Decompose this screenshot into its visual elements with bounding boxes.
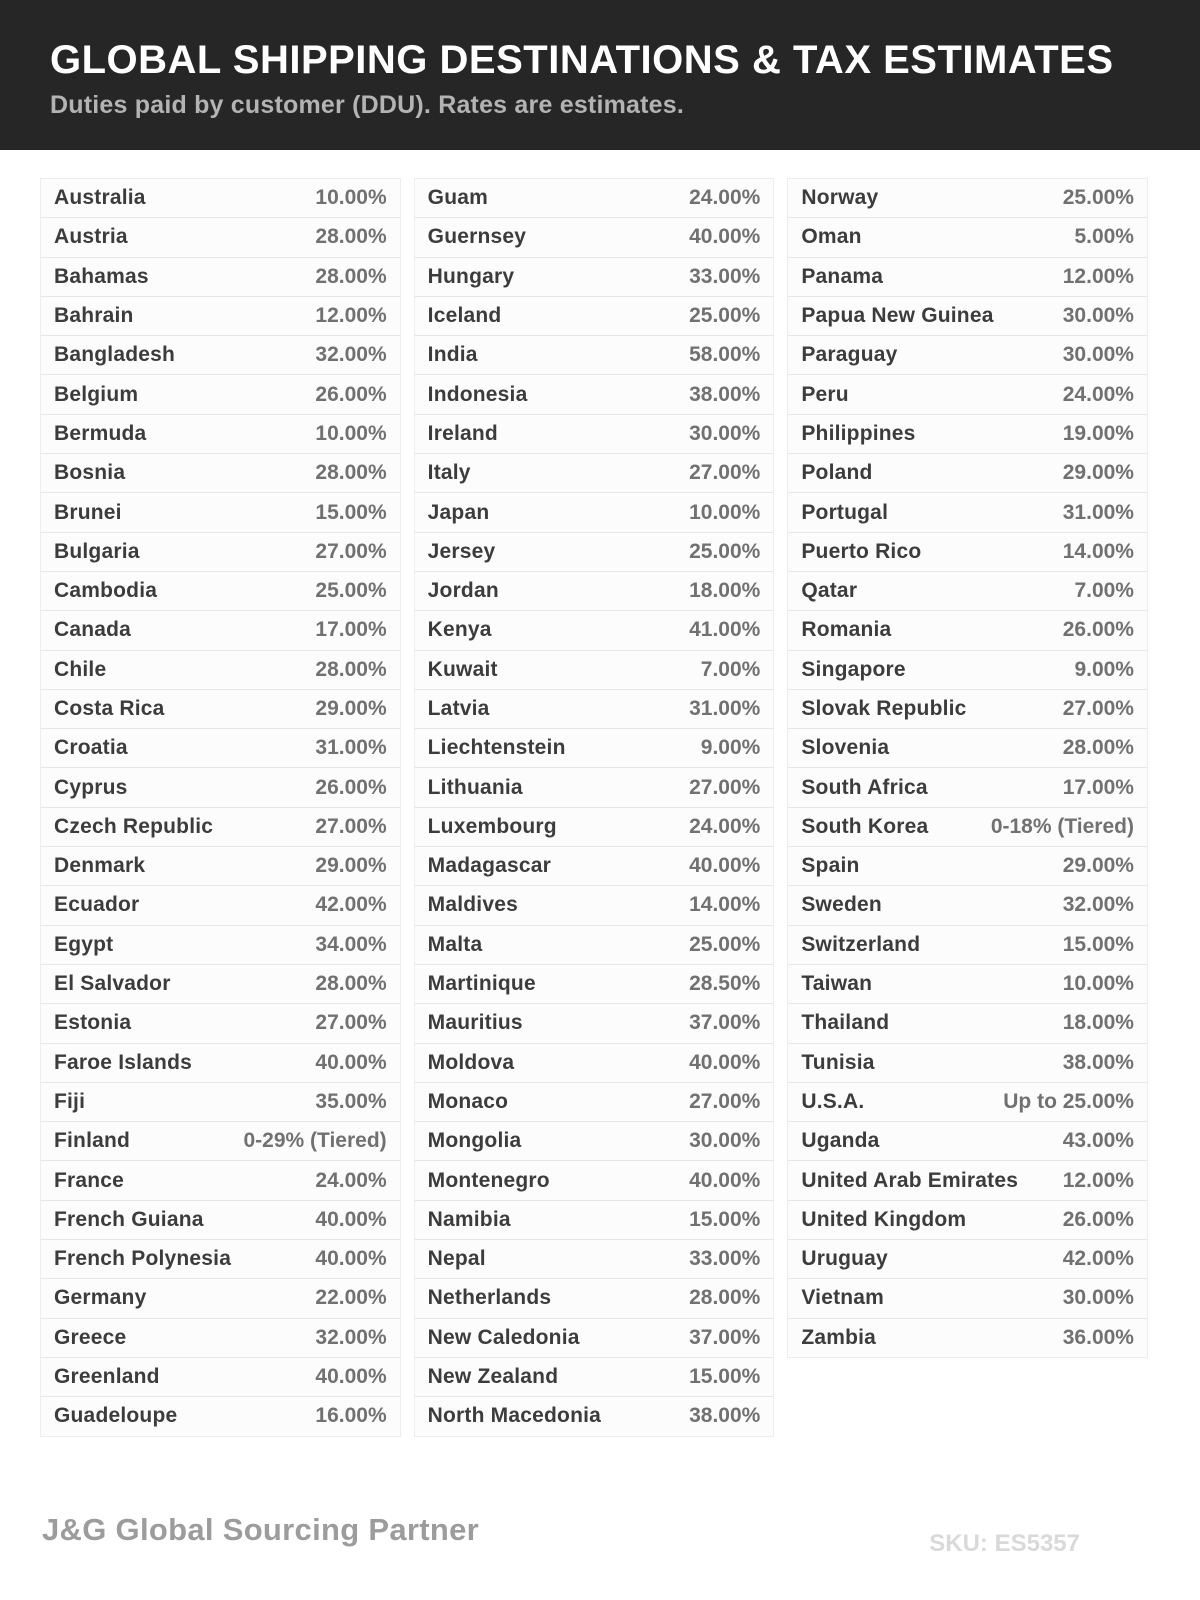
table-row — [41, 1201, 400, 1240]
rate-value: 10.00% — [689, 500, 761, 524]
country-name: French Polynesia — [54, 1247, 232, 1271]
table-row — [415, 729, 774, 768]
rate-value: 40.00% — [689, 1168, 761, 1192]
table-row — [415, 218, 774, 257]
rate-value: 40.00% — [689, 225, 761, 249]
country-name: Bangladesh — [54, 343, 176, 367]
rate-value: 28.00% — [689, 1286, 761, 1310]
table-row — [788, 768, 1147, 807]
table-row — [415, 926, 774, 965]
rate-value: 30.00% — [1062, 1286, 1134, 1310]
rate-value: 15.00% — [689, 1365, 761, 1389]
country-name: French Guiana — [54, 1207, 204, 1231]
country-name: Netherlands — [427, 1286, 552, 1310]
rate-value: 18.00% — [1062, 1011, 1134, 1035]
rate-value: 29.00% — [1062, 461, 1134, 485]
rate-value: 24.00% — [689, 186, 761, 210]
rate-value: 0-18% (Tiered) — [990, 814, 1134, 838]
rate-value: 14.00% — [689, 893, 761, 917]
table-row — [41, 1240, 400, 1279]
table-row — [788, 533, 1147, 572]
country-name: New Zealand — [427, 1365, 559, 1389]
table-row — [41, 1358, 400, 1397]
country-name: Montenegro — [427, 1168, 550, 1192]
table-row — [41, 926, 400, 965]
country-name: United Kingdom — [801, 1207, 967, 1231]
table-row — [41, 965, 400, 1004]
country-name: Greenland — [54, 1365, 160, 1389]
table-row — [415, 1279, 774, 1318]
country-name: Latvia — [427, 697, 490, 720]
table-row — [41, 454, 400, 493]
table-row — [788, 729, 1147, 768]
rate-value: 31.00% — [315, 736, 387, 760]
table-row — [415, 1319, 774, 1358]
rate-value: 25.00% — [689, 539, 761, 563]
table-row — [41, 847, 400, 886]
table-row — [788, 375, 1147, 414]
table-row — [41, 651, 400, 690]
country-name: Ecuador — [54, 893, 140, 917]
table-row — [788, 179, 1147, 218]
country-name: Egypt — [54, 932, 114, 956]
table-row — [415, 651, 774, 690]
country-name: Uruguay — [801, 1247, 888, 1271]
table-row — [41, 1319, 400, 1358]
table-row — [415, 336, 774, 375]
table-row — [41, 1161, 400, 1200]
country-name: Singapore — [801, 657, 906, 681]
rate-value: 9.00% — [700, 736, 761, 760]
table-row — [41, 808, 400, 847]
table-row — [41, 729, 400, 768]
rate-value: 32.00% — [315, 1325, 387, 1349]
country-name: Uganda — [801, 1129, 880, 1153]
table-row — [415, 1083, 774, 1122]
rate-column-1 — [40, 178, 401, 1437]
country-name: Liechtenstein — [427, 736, 566, 760]
table-row — [788, 572, 1147, 611]
table-row — [788, 690, 1147, 729]
table-row — [41, 1397, 400, 1435]
country-name: Bosnia — [54, 461, 126, 485]
rate-value: 18.00% — [689, 579, 761, 603]
table-row — [415, 1122, 774, 1161]
rate-value: 36.00% — [1062, 1325, 1134, 1349]
table-row — [41, 1044, 400, 1083]
table-row — [41, 1122, 400, 1161]
table-row — [788, 1083, 1147, 1122]
rate-value: 7.00% — [700, 657, 761, 681]
rate-value: 32.00% — [1062, 893, 1134, 917]
table-row — [788, 1279, 1147, 1318]
country-name: Namibia — [427, 1207, 511, 1231]
country-name: Italy — [427, 461, 471, 485]
rate-value: 5.00% — [1074, 225, 1134, 249]
country-name: Bahrain — [54, 304, 134, 328]
rate-value: 27.00% — [689, 1089, 761, 1113]
rate-value: 41.00% — [689, 618, 761, 642]
rate-value: 26.00% — [1062, 618, 1134, 642]
country-name: Bermuda — [54, 421, 147, 445]
rate-value: 24.00% — [315, 1168, 387, 1192]
rate-value: 38.00% — [689, 382, 761, 406]
rate-value: 28.00% — [315, 264, 387, 288]
table-row — [41, 572, 400, 611]
rate-value: Up to 25.00% — [1003, 1089, 1134, 1113]
rate-value: 32.00% — [315, 343, 387, 367]
sku-label: SKU: ES5357 — [929, 1530, 1080, 1557]
table-row — [415, 886, 774, 925]
country-name: Guadeloupe — [54, 1404, 178, 1428]
country-name: France — [54, 1168, 125, 1192]
table-row — [41, 218, 400, 257]
rate-value: 28.00% — [315, 657, 387, 681]
table-row — [788, 1004, 1147, 1043]
table-row — [41, 768, 400, 807]
rate-value: 17.00% — [1062, 775, 1134, 799]
country-name: Romania — [801, 618, 892, 642]
country-name: Poland — [801, 461, 873, 485]
table-row — [415, 1240, 774, 1279]
country-name: Costa Rica — [54, 697, 165, 720]
country-name: Denmark — [54, 854, 146, 878]
country-name: Ireland — [427, 421, 498, 445]
table-row — [415, 847, 774, 886]
rate-value: 29.00% — [1062, 854, 1134, 878]
country-name: Greece — [54, 1325, 127, 1349]
page-subtitle: Duties paid by customer (DDU). Rates are estimates. — [50, 91, 685, 119]
rate-value: 12.00% — [1062, 264, 1134, 288]
country-name: Maldives — [427, 893, 518, 917]
table-row — [415, 179, 774, 218]
rate-value: 27.00% — [689, 775, 761, 799]
table-row — [41, 336, 400, 375]
table-row — [788, 1044, 1147, 1083]
rate-value: 27.00% — [1062, 697, 1134, 720]
rate-value: 30.00% — [1062, 304, 1134, 328]
rate-value: 9.00% — [1074, 657, 1134, 681]
rate-value: 28.00% — [315, 461, 387, 485]
table-row — [41, 1083, 400, 1122]
country-name: Paraguay — [801, 343, 898, 367]
country-name: Panama — [801, 264, 884, 288]
rate-value: 12.00% — [1062, 1168, 1134, 1192]
header — [0, 0, 1200, 150]
table-row — [415, 493, 774, 532]
table-row — [41, 258, 400, 297]
country-name: Austria — [54, 225, 128, 249]
table-row — [415, 1004, 774, 1043]
table-row — [788, 415, 1147, 454]
table-row — [415, 1358, 774, 1397]
rate-value: 42.00% — [315, 893, 387, 917]
rate-value: 30.00% — [689, 421, 761, 445]
country-name: Moldova — [427, 1050, 515, 1074]
country-name: Guam — [427, 186, 488, 210]
table-row — [788, 651, 1147, 690]
table-row — [415, 297, 774, 336]
country-name: Puerto Rico — [801, 539, 922, 563]
table-row — [788, 336, 1147, 375]
country-name: Belgium — [54, 382, 139, 406]
country-name: Martinique — [427, 972, 536, 996]
country-name: India — [427, 343, 478, 367]
rate-value: 27.00% — [689, 461, 761, 485]
table-row — [415, 768, 774, 807]
rate-value: 28.00% — [315, 225, 387, 249]
country-name: Philippines — [801, 421, 916, 445]
table-row — [415, 690, 774, 729]
country-name: Nepal — [427, 1247, 486, 1271]
country-name: Vietnam — [801, 1286, 885, 1310]
country-name: Croatia — [54, 736, 128, 760]
rate-value: 28.00% — [1062, 736, 1134, 760]
rate-value: 58.00% — [689, 343, 761, 367]
rate-value: 38.00% — [1062, 1050, 1134, 1074]
country-name: U.S.A. — [801, 1089, 865, 1113]
country-name: United Arab Emirates — [801, 1168, 1019, 1192]
rate-value: 43.00% — [1062, 1129, 1134, 1153]
country-name: Indonesia — [427, 382, 528, 406]
rate-value: 25.00% — [315, 579, 387, 603]
table-row — [788, 454, 1147, 493]
rate-value: 24.00% — [1062, 382, 1134, 406]
table-row — [415, 572, 774, 611]
table-row — [415, 415, 774, 454]
table-row — [788, 808, 1147, 847]
rate-value: 37.00% — [689, 1011, 761, 1035]
country-name: Cambodia — [54, 579, 158, 603]
rate-value: 25.00% — [689, 304, 761, 328]
country-name: Qatar — [801, 579, 858, 603]
rate-value: 22.00% — [315, 1286, 387, 1310]
country-name: Lithuania — [427, 775, 523, 799]
table-row — [415, 533, 774, 572]
rate-value: 35.00% — [315, 1089, 387, 1113]
table-row — [788, 847, 1147, 886]
rate-value: 26.00% — [315, 775, 387, 799]
country-name: Malta — [427, 932, 483, 956]
rate-value: 40.00% — [315, 1365, 387, 1389]
country-name: South Korea — [801, 814, 929, 838]
country-name: Cyprus — [54, 775, 128, 799]
table-row — [415, 965, 774, 1004]
rate-value: 16.00% — [315, 1404, 387, 1428]
country-name: Oman — [801, 225, 862, 249]
table-row — [415, 1201, 774, 1240]
rate-value: 15.00% — [689, 1207, 761, 1231]
rate-value: 30.00% — [689, 1129, 761, 1153]
table-row — [415, 611, 774, 650]
table-row — [788, 218, 1147, 257]
country-name: Mongolia — [427, 1129, 522, 1153]
rate-value: 10.00% — [315, 186, 387, 210]
country-name: Czech Republic — [54, 814, 214, 838]
rate-value: 34.00% — [315, 932, 387, 956]
table-row — [41, 297, 400, 336]
table-row — [788, 1319, 1147, 1357]
table-row — [788, 297, 1147, 336]
table-row — [788, 611, 1147, 650]
table-row — [788, 1161, 1147, 1200]
rate-value: 19.00% — [1062, 421, 1134, 445]
table-row — [41, 690, 400, 729]
rate-value: 42.00% — [1062, 1247, 1134, 1271]
table-row — [788, 886, 1147, 925]
country-name: Zambia — [801, 1325, 877, 1349]
table-row — [415, 454, 774, 493]
country-name: Peru — [801, 382, 849, 406]
rate-value: 0-29% (Tiered) — [243, 1129, 387, 1153]
rate-value: 15.00% — [315, 500, 387, 524]
rate-value: 14.00% — [1062, 539, 1134, 563]
rate-value: 40.00% — [315, 1207, 387, 1231]
country-name: Luxembourg — [427, 814, 557, 838]
table-row — [788, 965, 1147, 1004]
rates-table — [40, 178, 1148, 1437]
country-name: Jersey — [427, 539, 496, 563]
table-row — [415, 375, 774, 414]
rate-column-3 — [787, 178, 1148, 1358]
rate-value: 15.00% — [1062, 932, 1134, 956]
rate-value: 7.00% — [1074, 579, 1134, 603]
table-row — [415, 1161, 774, 1200]
country-name: Slovenia — [801, 736, 890, 760]
rate-value: 17.00% — [315, 618, 387, 642]
country-name: Slovak Republic — [801, 697, 967, 720]
country-name: Brunei — [54, 500, 122, 524]
rate-value: 10.00% — [1062, 972, 1134, 996]
country-name: Sweden — [801, 893, 882, 917]
table-row — [41, 886, 400, 925]
table-row — [415, 1397, 774, 1435]
country-name: Chile — [54, 657, 107, 681]
rate-value: 40.00% — [315, 1050, 387, 1074]
rate-value: 31.00% — [1062, 500, 1134, 524]
rate-value: 26.00% — [315, 382, 387, 406]
rate-value: 31.00% — [689, 697, 761, 720]
rate-value: 25.00% — [689, 932, 761, 956]
page-title: GLOBAL SHIPPING DESTINATIONS & TAX ESTIMATES — [50, 38, 1114, 82]
table-row — [788, 1122, 1147, 1161]
country-name: Jordan — [427, 579, 499, 603]
rate-value: 24.00% — [689, 814, 761, 838]
rate-value: 40.00% — [689, 854, 761, 878]
country-name: Kuwait — [427, 657, 498, 681]
rate-value: 38.00% — [689, 1404, 761, 1428]
table-row — [788, 1201, 1147, 1240]
country-name: Tunisia — [801, 1050, 875, 1074]
table-row — [415, 808, 774, 847]
table-row — [41, 1279, 400, 1318]
country-name: Estonia — [54, 1011, 132, 1035]
country-name: Japan — [427, 500, 490, 524]
country-name: Monaco — [427, 1089, 509, 1113]
country-name: Hungary — [427, 264, 515, 288]
country-name: Taiwan — [801, 972, 873, 996]
table-row — [41, 533, 400, 572]
table-row — [788, 926, 1147, 965]
rate-value: 26.00% — [1062, 1207, 1134, 1231]
table-row — [415, 258, 774, 297]
rate-value: 27.00% — [315, 814, 387, 838]
table-row — [788, 258, 1147, 297]
country-name: Thailand — [801, 1011, 890, 1035]
country-name: North Macedonia — [427, 1404, 602, 1428]
country-name: South Africa — [801, 775, 928, 799]
country-name: Bulgaria — [54, 539, 140, 563]
table-row — [415, 1044, 774, 1083]
rate-value: 30.00% — [1062, 343, 1134, 367]
country-name: Norway — [801, 186, 879, 210]
table-row — [41, 179, 400, 218]
table-row — [41, 493, 400, 532]
table-row — [788, 1240, 1147, 1279]
rate-column-2 — [414, 178, 775, 1437]
table-row — [788, 493, 1147, 532]
country-name: Australia — [54, 186, 146, 210]
rate-value: 12.00% — [315, 304, 387, 328]
rate-value: 29.00% — [315, 697, 387, 720]
country-name: Fiji — [54, 1089, 86, 1113]
country-name: Papua New Guinea — [801, 304, 994, 328]
table-row — [41, 1004, 400, 1043]
country-name: Kenya — [427, 618, 492, 642]
rate-value: 33.00% — [689, 264, 761, 288]
rate-value: 40.00% — [315, 1247, 387, 1271]
brand-name: J&G Global Sourcing Partner — [42, 1512, 480, 1547]
country-name: Spain — [801, 854, 860, 878]
table-row — [41, 415, 400, 454]
country-name: New Caledonia — [427, 1325, 580, 1349]
table-row — [41, 375, 400, 414]
country-name: Finland — [54, 1129, 131, 1153]
rate-value: 28.50% — [689, 972, 761, 996]
country-name: Madagascar — [427, 854, 552, 878]
rate-value: 33.00% — [689, 1247, 761, 1271]
country-name: Mauritius — [427, 1011, 523, 1035]
country-name: Guernsey — [427, 225, 527, 249]
rate-value: 37.00% — [689, 1325, 761, 1349]
country-name: Switzerland — [801, 932, 921, 956]
country-name: Portugal — [801, 500, 889, 524]
rate-value: 27.00% — [315, 539, 387, 563]
rate-value: 40.00% — [689, 1050, 761, 1074]
country-name: El Salvador — [54, 972, 171, 996]
rate-value: 25.00% — [1062, 186, 1134, 210]
country-name: Bahamas — [54, 264, 149, 288]
country-name: Faroe Islands — [54, 1050, 192, 1074]
country-name: Germany — [54, 1286, 147, 1310]
rate-value: 28.00% — [315, 972, 387, 996]
country-name: Iceland — [427, 304, 502, 328]
country-name: Canada — [54, 618, 132, 642]
table-row — [41, 611, 400, 650]
rate-value: 27.00% — [315, 1011, 387, 1035]
rate-value: 29.00% — [315, 854, 387, 878]
rate-value: 10.00% — [315, 421, 387, 445]
